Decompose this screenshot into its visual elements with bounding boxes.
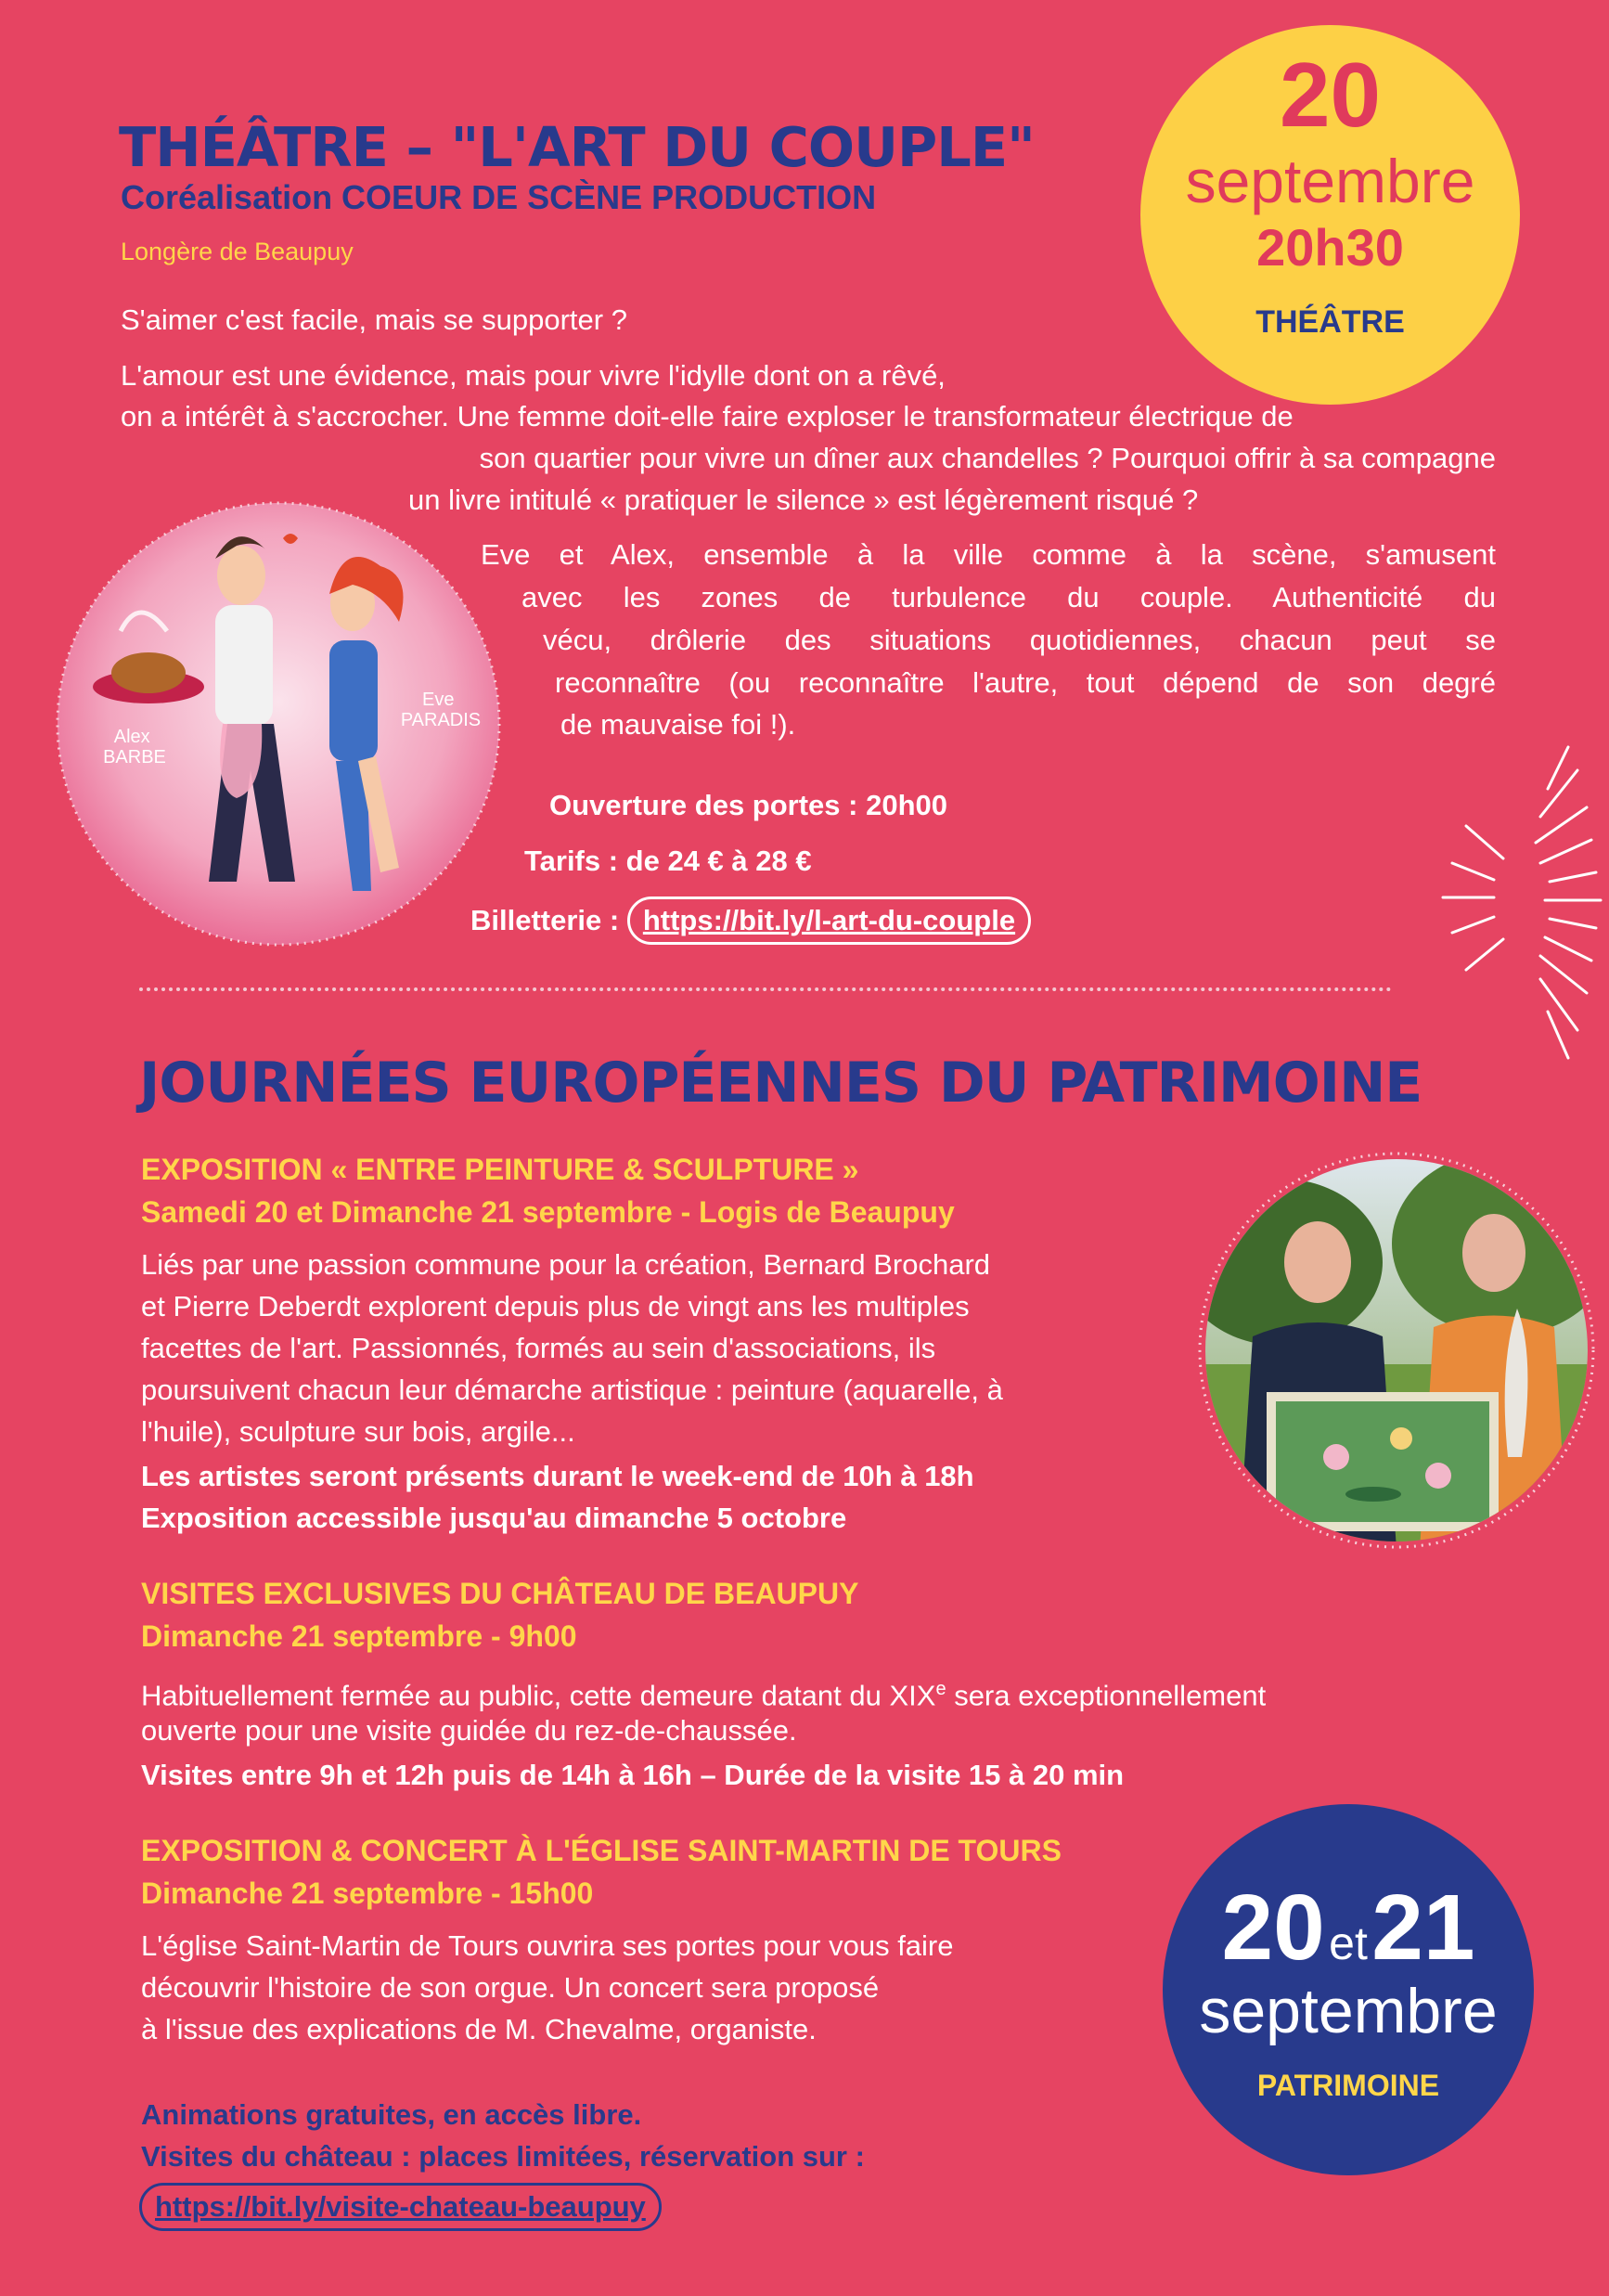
expo-line: poursuivent chacun leur démarche artistique : peinture (aquarelle, à bbox=[141, 1374, 1003, 1406]
theatre-line: L'amour est une évidence, mais pour vivre l'idylle dont on a rêvé, bbox=[121, 359, 946, 392]
visits-bold-line: Visites entre 9h et 12h puis de 14h à 16h – Durée de la visite 15 à 20 min bbox=[141, 1759, 1125, 1791]
expo-bold-line: Les artistes seront présents durant le week-end de 10h à 18h bbox=[141, 1460, 974, 1492]
visits-date: Dimanche 21 septembre - 9h00 bbox=[141, 1619, 577, 1653]
patrimoine-title: JOURNÉES EUROPÉENNES DU PATRIMOINE bbox=[139, 1051, 1422, 1116]
patrimoine-date-badge bbox=[1163, 1804, 1534, 2175]
ticket-row bbox=[470, 896, 1031, 945]
visits-line-sup: e bbox=[935, 1679, 946, 1699]
theatre-date-badge bbox=[1140, 25, 1520, 405]
ticket-label: Billetterie : bbox=[470, 904, 620, 936]
footer-link-row bbox=[139, 2183, 662, 2231]
theatre-line: S'aimer c'est facile, mais se supporter ? bbox=[121, 303, 627, 336]
concert-date: Dimanche 21 septembre - 15h00 bbox=[141, 1877, 594, 1910]
badge-day2: 21 bbox=[1371, 1876, 1475, 1980]
badge-and: et bbox=[1329, 1917, 1368, 1969]
artists-photo bbox=[1197, 1151, 1596, 1550]
booking-link[interactable]: https://bit.ly/visite-chateau-beaupuy bbox=[139, 2183, 662, 2231]
theatre-line: Eve et Alex, ensemble à la ville comme à la scène, s'amusent bbox=[481, 538, 1496, 571]
visits-title: VISITES EXCLUSIVES DU CHÂTEAU DE BEAUPUY bbox=[141, 1577, 859, 1610]
theatre-line: de mauvaise foi !). bbox=[560, 708, 796, 741]
badge-category: PATRIMOINE bbox=[1256, 2069, 1440, 2102]
expo-line: l'huile), sculpture sur bois, argile... bbox=[141, 1415, 575, 1448]
theatre-line: un livre intitulé « pratiquer le silence » est légèrement risqué ? bbox=[408, 484, 1199, 516]
expo-line: facettes de l'art. Passionnés, formés au sein d'associations, ils bbox=[141, 1332, 936, 1364]
concert-line: à l'issue des explications de M. Chevalme, organiste. bbox=[141, 2013, 817, 2045]
theatre-line: on a intérêt à s'accrocher. Une femme doit-elle faire exploser le transformateur électrique de bbox=[121, 400, 1294, 432]
badge-month: septembre bbox=[1185, 147, 1475, 215]
concert-line: L'église Saint-Martin de Tours ouvrira ses portes pour vous faire bbox=[141, 1929, 954, 1962]
footer-booking: Visites du château : places limitées, réservation sur : bbox=[141, 2140, 865, 2173]
section-divider bbox=[139, 987, 1392, 991]
concert-title: EXPOSITION & CONCERT À L'ÉGLISE SAINT-MARTIN DE TOURS bbox=[141, 1834, 1062, 1867]
theatre-line: vécu, drôlerie des situations quotidiennes, chacun peut se bbox=[543, 624, 1496, 656]
theatre-line: son quartier pour vivre un dîner aux chandelles ? Pourquoi offrir à sa compagne bbox=[479, 442, 1496, 474]
illustration-name-right: Eve PARADIS bbox=[400, 690, 482, 730]
visits-line: ouverte pour une visite guidée du rez-de-chaussée. bbox=[141, 1714, 797, 1747]
doors-info: Ouverture des portes : 20h00 bbox=[549, 789, 947, 821]
footer-free: Animations gratuites, en accès libre. bbox=[141, 2098, 642, 2131]
prices-info: Tarifs : de 24 € à 28 € bbox=[524, 845, 812, 877]
badge-day1: 20 bbox=[1221, 1876, 1325, 1980]
badge-time: 20h30 bbox=[1256, 218, 1404, 277]
badge-day: 20 bbox=[1279, 44, 1381, 146]
ticket-link[interactable]: https://bit.ly/l-art-du-couple bbox=[627, 896, 1031, 945]
theatre-subtitle: Coréalisation COEUR DE SCÈNE PRODUCTION bbox=[121, 178, 877, 216]
visits-line-text-a: Habituellement fermée au public, cette demeure datant du XIX bbox=[141, 1679, 936, 1712]
theatre-illustration bbox=[46, 492, 510, 956]
expo-line: Liés par une passion commune pour la création, Bernard Brochard bbox=[141, 1248, 991, 1281]
badge-month: septembre bbox=[1199, 1976, 1498, 2046]
expo-bold-line: Exposition accessible jusqu'au dimanche 5 octobre bbox=[141, 1502, 847, 1534]
theatre-venue: Longère de Beaupuy bbox=[121, 238, 354, 265]
expo-line: et Pierre Deberdt explorent depuis plus de vingt ans les multiples bbox=[141, 1290, 970, 1322]
expo-date: Samedi 20 et Dimanche 21 septembre - Logis de Beaupuy bbox=[141, 1195, 955, 1229]
sparkle-decoration bbox=[1438, 733, 1609, 1067]
theatre-title: THÉÂTRE – "L'ART DU COUPLE" bbox=[119, 115, 1035, 179]
theatre-line: avec les zones de turbulence du couple. Authenticité du bbox=[521, 581, 1496, 613]
illustration-name-left: Alex BARBE bbox=[103, 727, 166, 767]
concert-line: découvrir l'histoire de son orgue. Un concert sera proposé bbox=[141, 1971, 880, 2004]
visits-line-text-b: sera exceptionnellement bbox=[946, 1679, 1267, 1712]
badge-category: THÉÂTRE bbox=[1255, 304, 1405, 340]
theatre-line: reconnaître (ou reconnaître l'autre, tout dépend de son degré bbox=[555, 666, 1496, 699]
expo-title: EXPOSITION « ENTRE PEINTURE & SCULPTURE » bbox=[141, 1153, 859, 1186]
